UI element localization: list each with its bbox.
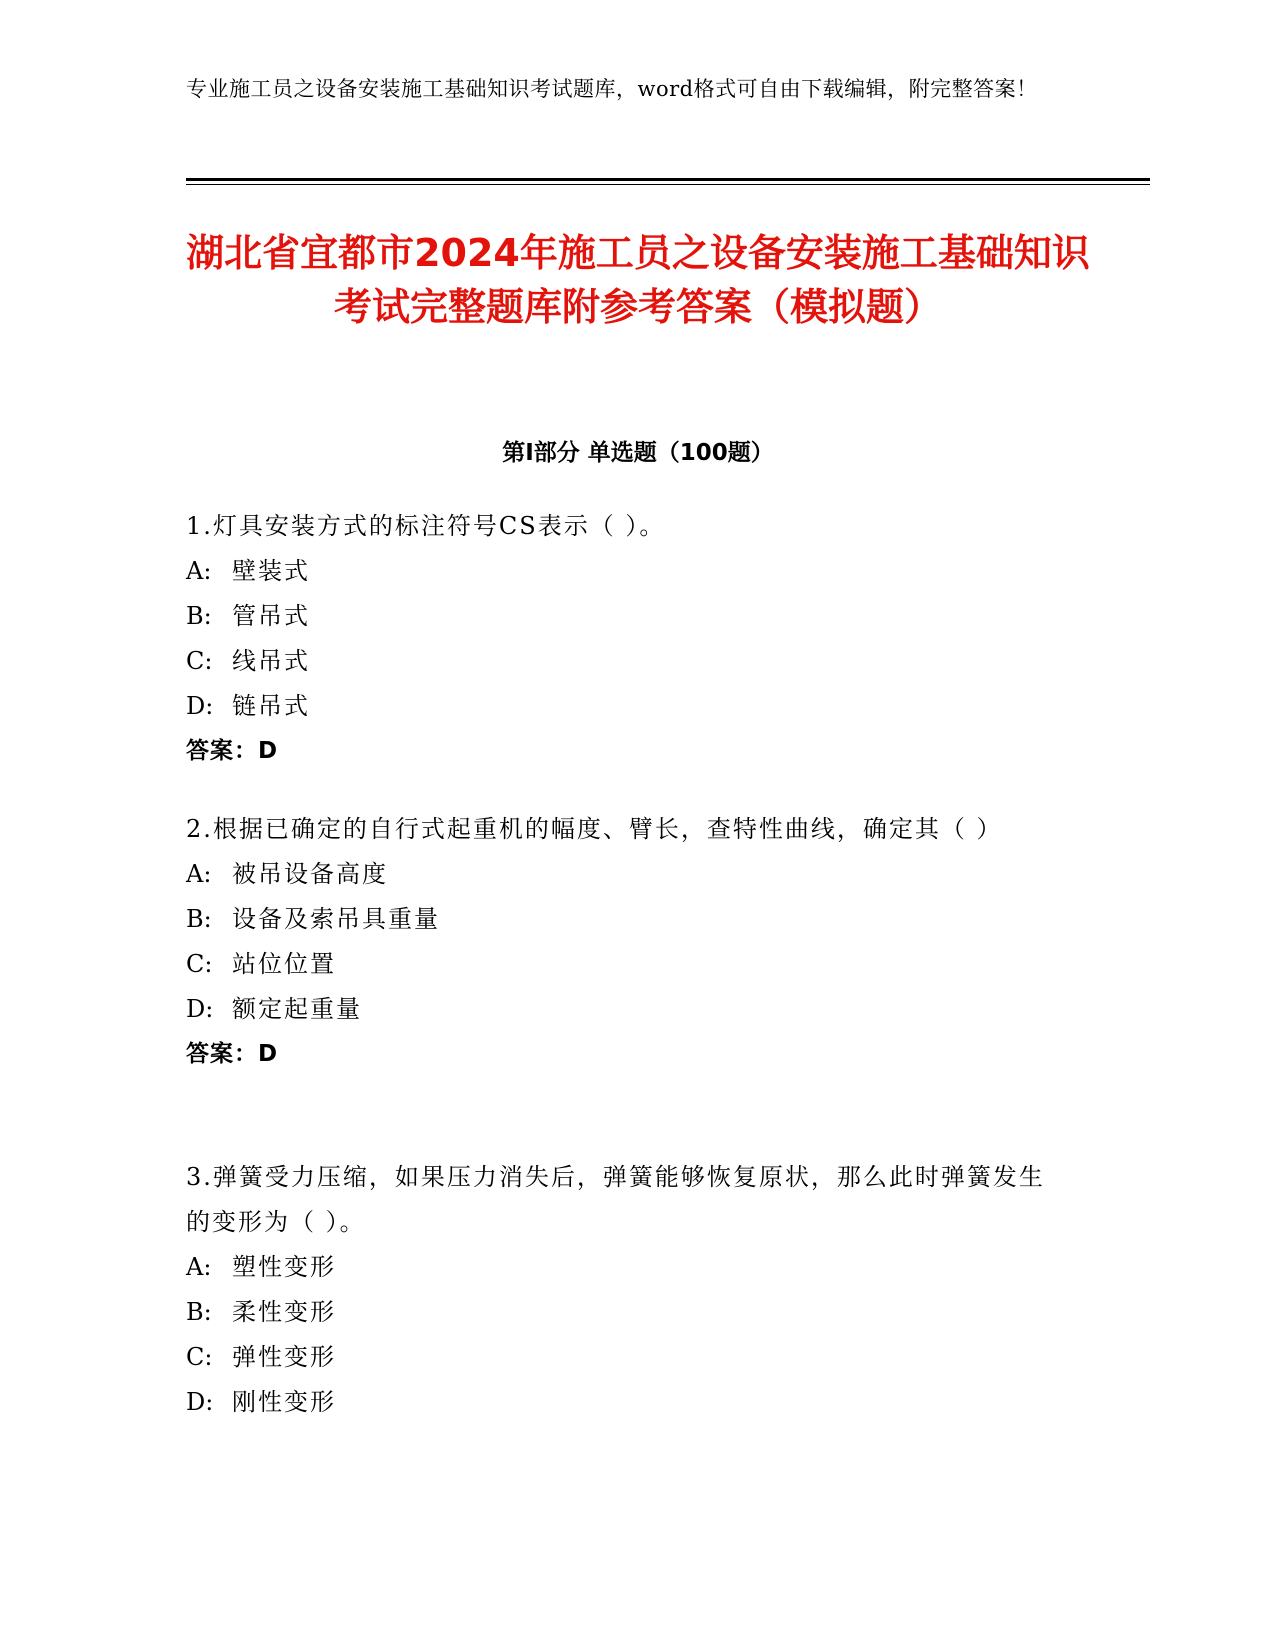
option-c xyxy=(186,1335,1066,1380)
option-text: 塑性变形 xyxy=(232,1253,336,1281)
header-note: 专业施工员之设备安装施工基础知识考试题库，word格式可自由下载编辑，附完整答案！ xyxy=(186,77,1038,101)
answer-label: 答案： xyxy=(186,1041,258,1067)
option-d xyxy=(186,684,1066,729)
option-a xyxy=(186,549,1066,594)
option-text: 站位位置 xyxy=(232,950,336,978)
option-text: 被吊设备高度 xyxy=(232,860,388,888)
option-letter: C: xyxy=(186,647,213,675)
option-letter: D: xyxy=(186,995,214,1023)
option-letter: C: xyxy=(186,1343,213,1371)
option-d xyxy=(186,987,1066,1032)
document-title: 湖北省宜都市2024年施工员之设备安装施工基础知识考试完整题库附参考答案（模拟题） xyxy=(186,231,1090,329)
option-text: 刚性变形 xyxy=(232,1388,336,1416)
option-letter: D: xyxy=(186,1388,214,1416)
answer-line xyxy=(186,729,1066,774)
option-text: 弹性变形 xyxy=(232,1343,336,1371)
question-stem: 1.灯具安装方式的标注符号CS表示（ ）。 xyxy=(186,512,666,540)
answer-label: 答案： xyxy=(186,738,258,764)
option-letter: A: xyxy=(186,860,212,888)
question-2 xyxy=(186,807,1066,1077)
option-text: 线吊式 xyxy=(232,647,310,675)
option-text: 额定起重量 xyxy=(232,995,362,1023)
section-heading: 第Ⅰ部分 单选题（100题） xyxy=(502,440,774,466)
option-letter: D: xyxy=(186,692,214,720)
option-c xyxy=(186,942,1066,987)
option-b xyxy=(186,594,1066,639)
option-text: 壁装式 xyxy=(232,557,310,585)
option-d xyxy=(186,1380,1066,1425)
option-text: 设备及索吊具重量 xyxy=(232,905,440,933)
header-rule-thick xyxy=(186,178,1150,181)
option-b xyxy=(186,897,1066,942)
option-text: 链吊式 xyxy=(232,692,310,720)
answer-value: D xyxy=(258,1041,278,1067)
answer-line xyxy=(186,1032,1066,1077)
option-text: 管吊式 xyxy=(232,602,310,630)
option-b xyxy=(186,1290,1066,1335)
header-rule-thin xyxy=(186,184,1150,185)
option-letter: A: xyxy=(186,557,212,585)
option-letter: C: xyxy=(186,950,213,978)
option-letter: B: xyxy=(186,905,212,933)
question-stem: 3.弹簧受力压缩，如果压力消失后，弹簧能够恢复原状，那么此时弹簧发生的变形为（ ）。 xyxy=(186,1163,1045,1236)
option-c xyxy=(186,639,1066,684)
question-stem: 2.根据已确定的自行式起重机的幅度、臂长，查特性曲线，确定其（ ） xyxy=(186,815,1003,843)
option-letter: B: xyxy=(186,1298,212,1326)
option-letter: A: xyxy=(186,1253,212,1281)
option-text: 柔性变形 xyxy=(232,1298,336,1326)
answer-value: D xyxy=(258,738,278,764)
option-a xyxy=(186,1245,1066,1290)
question-1 xyxy=(186,504,1066,774)
option-a xyxy=(186,852,1066,897)
question-3 xyxy=(186,1155,1066,1425)
option-letter: B: xyxy=(186,602,212,630)
